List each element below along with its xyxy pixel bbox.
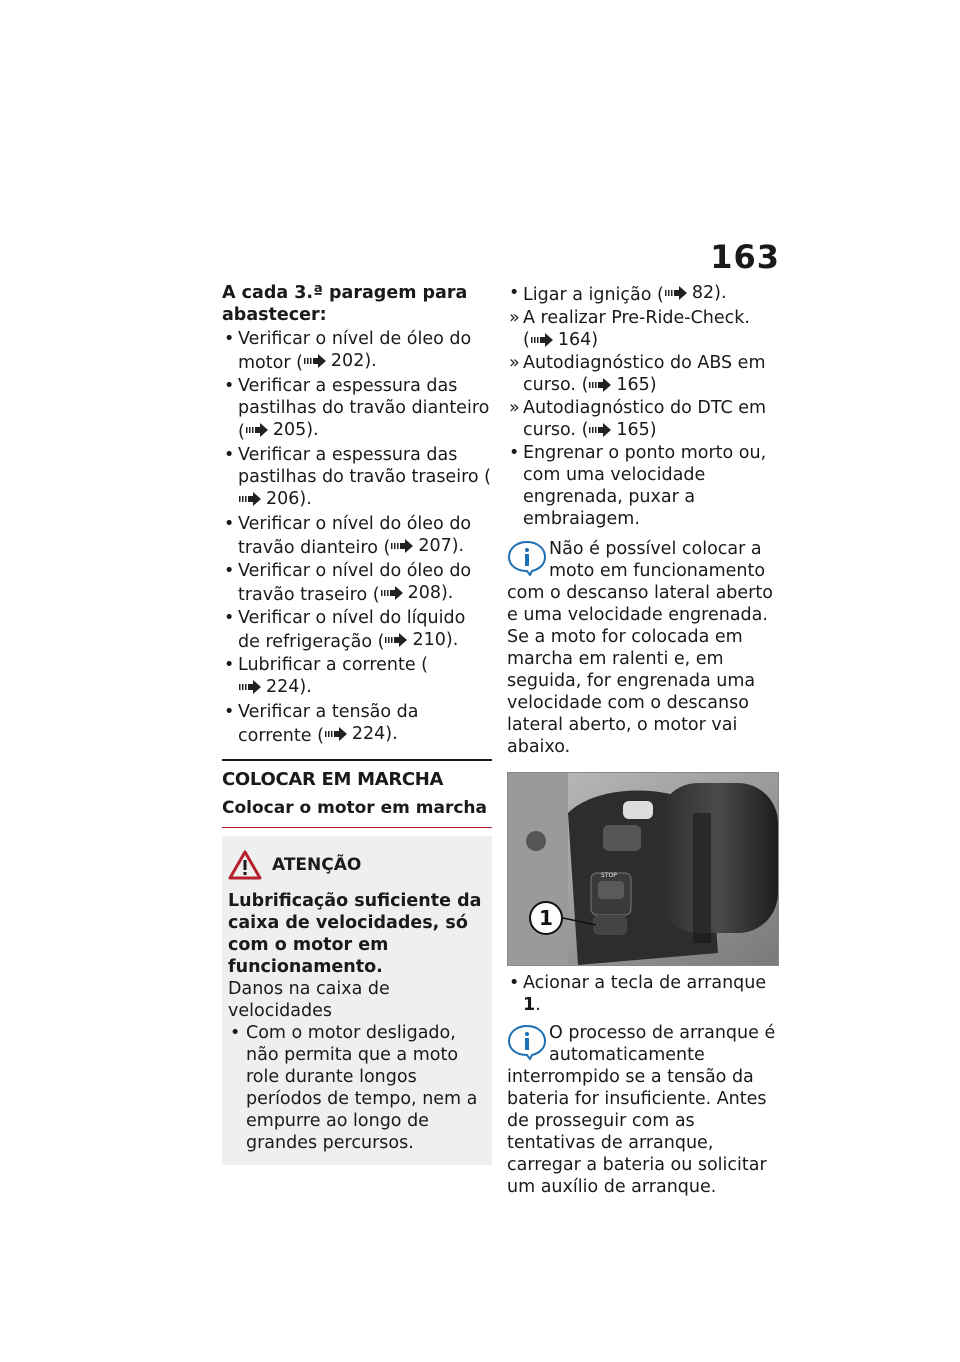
page-ref-icon (325, 727, 347, 741)
result-item: » Autodiagnóstico do ABS em curso. ( 165) (509, 353, 766, 395)
page-ref[interactable]: 207). (390, 535, 464, 557)
page-ref-icon (665, 286, 687, 300)
warning-bold-text: Lubrificação suficiente da caixa de velocidades, só com o motor em funcionamento. (228, 891, 482, 977)
page-ref[interactable]: 210). (384, 629, 458, 651)
list-item: • Lubrificar a corrente ( 224). (224, 655, 429, 697)
page-ref-icon (246, 423, 268, 437)
handlebar-photo (507, 772, 779, 966)
page-ref-icon (385, 633, 407, 647)
warning-box (222, 836, 492, 1165)
page-ref[interactable]: ( 165) (581, 375, 657, 395)
section-heading-block (222, 759, 492, 828)
page-ref-icon (381, 586, 403, 600)
list-item: • Engrenar o ponto morto ou, com uma velocidade engrenada, puxar a embraiagem. (509, 443, 767, 529)
result-item: » Autodiagnóstico do DTC em curso. ( 165) (509, 398, 767, 440)
page-ref[interactable]: 208). (380, 582, 454, 604)
page-ref-icon (531, 333, 553, 347)
left-column (222, 282, 492, 1165)
warning-title: ATENÇÃO (272, 855, 362, 875)
section-heading: COLOCAR EM MARCHA (222, 769, 444, 790)
info-text: O processo de arranque é automaticamente interrompido se a tensão da bateria for insuficiente. Antes de prosseguir com as tentativas de arranque, carregar a bateria ou solicitar um auxílio de arranque. (507, 1023, 776, 1197)
stop-label: STOP (601, 872, 617, 879)
list-item: • Ligar a ignição ( 82). (509, 283, 727, 305)
page-ref-icon (589, 378, 611, 392)
intro-heading: A cada 3.ª paragem para abastecer: (222, 283, 468, 325)
page-ref[interactable]: ( 165) (581, 420, 657, 440)
page-ref-icon (239, 492, 261, 506)
info-note (507, 538, 782, 758)
page-ref[interactable]: 82). (664, 282, 727, 304)
page-ref-icon (391, 539, 413, 553)
list-item: • Acionar a tecla de arranque 1. (509, 973, 767, 1015)
page-ref-icon (589, 423, 611, 437)
list-item: • Verificar o nível de óleo do motor ( 202). (224, 329, 472, 373)
warning-bullet: • Com o motor desligado, não permita que a moto role durante longos períodos de tempo, nem a empurre ao longo de grandes percursos. (230, 1023, 478, 1153)
start-key-number: 1 (523, 995, 536, 1015)
list-item: • Verificar o nível do líquido de refrigeração ( 210). (224, 608, 466, 652)
warning-text: Danos na caixa de velocidades (228, 979, 390, 1021)
page-ref[interactable]: ( 164) (523, 330, 599, 350)
info-note (507, 1022, 782, 1198)
info-icon (507, 540, 547, 576)
callout-1: 1 (539, 906, 553, 930)
list-item: • Verificar a espessura das pastilhas do travão dianteiro ( 205). (224, 376, 490, 442)
page-number: 163 (710, 238, 780, 276)
warning-triangle-icon (228, 850, 262, 880)
page-ref-icon (304, 354, 326, 368)
page-ref-icon (239, 680, 261, 694)
list-item: • Verificar a espessura das pastilhas do travão traseiro ( 206). (224, 445, 491, 509)
info-text: Não é possível colocar a moto em funcionamento com o descanso lateral aberto e uma velocidade engrenada. Se a moto for colocada em marcha em ralenti e, em seguida, for engrenada uma velocidade com o descanso lateral aberto, o motor vai abaixo. (507, 539, 773, 757)
page-ref[interactable]: 224). (324, 723, 398, 745)
info-icon (507, 1024, 547, 1060)
result-item: » A realizar Pre-Ride-Check. ( 164) (509, 308, 750, 350)
page-ref[interactable]: 206). (238, 488, 312, 510)
list-item: • Verificar o nível do óleo do travão dianteiro ( 207). (224, 514, 472, 558)
page-ref[interactable]: 224). (238, 676, 312, 698)
page-ref[interactable]: 202). (303, 350, 377, 372)
subheading: Colocar o motor em marcha (222, 797, 492, 828)
handlebar-switch-image (508, 773, 778, 965)
maintenance-list (222, 328, 492, 747)
page-ref[interactable]: 205). (245, 419, 319, 441)
warning-header (228, 850, 486, 880)
list-item: • Verificar a tensão da corrente ( 224). (224, 702, 419, 746)
right-column (507, 282, 782, 1198)
list-item: • Verificar o nível do óleo do travão traseiro ( 208). (224, 561, 472, 605)
